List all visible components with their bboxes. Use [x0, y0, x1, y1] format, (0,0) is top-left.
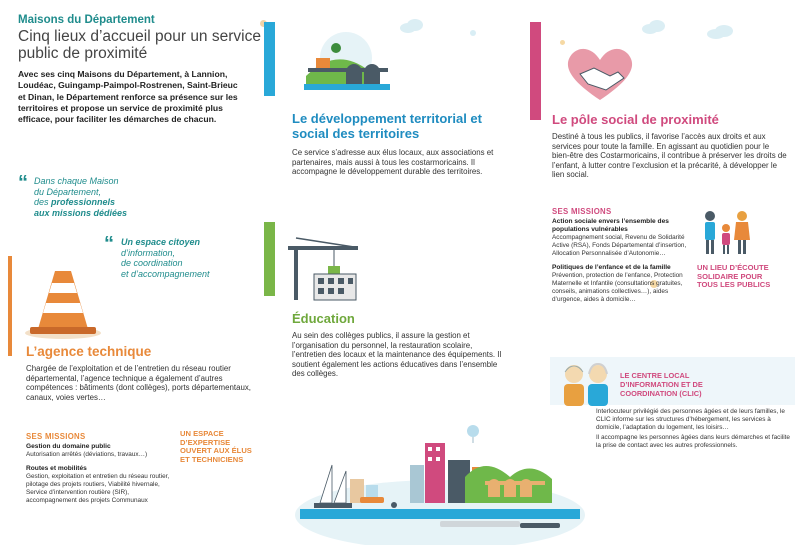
family-icon — [696, 208, 756, 258]
clic-text: Interlocuteur privilégié des personnes âgées et de leurs familles, le CLIC informe sur les structures d’hébergement, les services à domicile, l’adaptation du logement, les loisirs… — [596, 408, 785, 431]
quote-mark-icon: “ — [104, 233, 114, 255]
social-body: Destiné à tous les publics, il favorise l’accès aux droits et aux services pour toute la famille. En agissant au quotidien pour le bien-être des Costarmoricains, il contribue à préserver les droits de l’enfant, à lutter contre l’exclusion et la précarité, à développer le lien social. — [552, 132, 787, 180]
agence-title: L’agence technique — [26, 344, 152, 359]
mission-text: Prévention, protection de l’enfance, Protection Maternelle et Infantile (consultations gratuites, conseils, animations collectives…), aides d’urgence, aides à domicile… — [552, 272, 683, 303]
education-body: Au sein des collèges publics, il assure la gestion et l’organisation du personnel, la restauration scolaire, l’entretien des locaux et la maintenance des équipements. Il soutient également les actions éducatives dans l’ensemble des collèges. — [292, 331, 502, 379]
seniors-icon — [558, 362, 614, 406]
accent-bar-orange — [8, 256, 12, 356]
quote-mark-icon: “ — [18, 172, 28, 194]
quote-line: et d’accompagnement — [121, 268, 210, 279]
quote-bold: professionnels — [51, 197, 116, 207]
seniors-illustration — [558, 362, 614, 406]
agence-illustration — [18, 265, 108, 340]
decor-dot — [470, 30, 476, 36]
mission-text: Accompagnement social, Revenu de Solidarité Active (RSA), Fonds Départemental d’insertion, Allocation Personnalisée d’Autonomie… — [552, 234, 687, 257]
quote-line: des — [34, 197, 52, 207]
social-illustration — [560, 44, 640, 104]
clic-body — [596, 408, 796, 450]
education-title: Éducation — [292, 311, 355, 326]
social-missions-label: SES MISSIONS — [552, 207, 612, 216]
agence-body: Chargée de l’exploitation et de l’entretien du réseau routier départemental, l’agence technique a également d’autres compétences : bâtiments (dont collèges), ports départementaux, canaux, voies vertes… — [26, 364, 252, 402]
developpement-title: Le développement territorial et social des territoires — [292, 111, 482, 141]
family-illustration — [696, 208, 756, 258]
developpement-illustration — [296, 28, 396, 98]
page-title: Cinq lieux d’accueil pour un service public de proximité — [18, 28, 261, 62]
quote-bold: Un espace citoyen — [121, 237, 201, 247]
city-harbour-illustration — [290, 405, 590, 545]
quote-line: d’information, — [121, 247, 176, 258]
heart-handshake-icon — [560, 44, 640, 104]
accent-bar-blue — [264, 22, 275, 96]
mission-title: Routes et mobilités — [26, 465, 87, 472]
accent-bar-green — [264, 222, 275, 296]
quote-line: Dans chaque Maison — [34, 176, 119, 186]
quote-citizen-space — [121, 237, 261, 279]
clic-text: Il accompagne les personnes âgées dans leurs démarches et facilite la prise de contact avec les autres professionnels. — [596, 434, 790, 449]
mission-title: Politiques de l’enfance et de la famille — [552, 264, 671, 271]
quote-professionals — [34, 176, 174, 218]
mission-title: Gestion du domaine public — [26, 443, 111, 450]
quote-line: de coordination — [121, 258, 183, 268]
cloud-icon — [398, 18, 426, 34]
mission-text: Gestion, exploitation et entretien du réseau routier, pilotage des projets routiers, Viabilité hivernale, Service d’intervention routière (SIR), accompagnement des projets Communaux — [26, 473, 170, 504]
social-callout: UN LIEU D’ÉCOUTE SOLIDAIRE POUR TOUS LES PUBLICS — [697, 263, 771, 290]
agence-missions-label: SES MISSIONS — [26, 432, 86, 441]
accent-bar-pink — [530, 22, 541, 120]
cloud-icon — [640, 20, 668, 34]
developpement-body: Ce service s’adresse aux élus locaux, aux associations et partenaires, mais aussi à tous les costarmoricains. Il accompagne le développement durable des territoires. — [292, 148, 494, 177]
intro-text: Avec ses cinq Maisons du Département, à Lannion, Loudéac, Guingamp-Paimpol-Rostrenen, Saint-Brieuc et Dinan, le Département renforce sa présence sur les territoires et propose un service de proximité plus efficace, pour faciliter les démarches de chacun. — [18, 69, 238, 125]
clic-title: LE CENTRE LOCAL D’INFORMATION ET DE COORDINATION (CLIC) — [620, 371, 703, 398]
agence-missions-list — [26, 443, 176, 505]
traffic-cone-icon — [18, 265, 108, 340]
education-illustration — [284, 232, 364, 302]
mission-text: Autorisation arrêtés (déviations, travaux…) — [26, 451, 148, 458]
city-harbour-icon — [290, 405, 590, 545]
building-crane-icon — [284, 232, 364, 302]
quote-bold: aux missions dédiées — [34, 207, 128, 218]
section-label: Maisons du Département — [18, 14, 155, 26]
social-title: Le pôle social de proximité — [552, 112, 719, 127]
cloud-icon — [705, 24, 735, 40]
mission-title: Action sociale envers l’ensemble des populations vulnérables — [552, 218, 669, 233]
social-missions-list — [552, 218, 692, 304]
agence-callout: UN ESPACE D’EXPERTISE OUVERT AUX ÉLUS ET TECHNICIENS — [180, 429, 252, 464]
quote-line: du Département, — [34, 186, 102, 197]
bridge-landscape-icon — [296, 28, 396, 98]
